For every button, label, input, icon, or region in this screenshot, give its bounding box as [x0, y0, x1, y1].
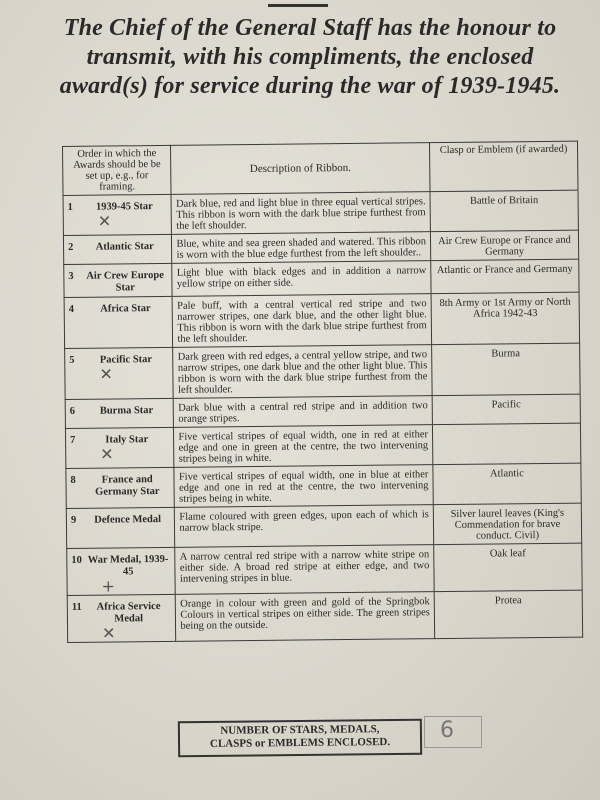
col-order-header: Order in which the Awards should be be set up, e.g., for framing. — [63, 145, 172, 195]
award-name: Africa Service Medal — [96, 600, 161, 625]
awards-table-body — [63, 190, 583, 642]
table-row — [67, 590, 582, 642]
clasp-or-emblem: 8th Army or 1st Army or North Africa 1942-43 — [431, 292, 580, 345]
ribbon-description: Flame coloured with green edges, upon each of which is narrow black stripe. — [175, 505, 434, 548]
ribbon-description: Dark green with red edges, a central yellow stripe, and two narrow stripes, one dark blue and the other light blue. This ribbon is worn with the dark blue stripe furthest from the left shoulder. — [173, 345, 432, 399]
ribbon-description: Pale buff, with a central vertical red stripe and two narrower stripes, one dark blue, and the other light blue. This ribbon is worn with the dark blue stripe furthest from the left shoulder. — [173, 294, 432, 348]
ribbon-description: A narrow central red stripe with a narrow white stripe on either side. A broad red stripe at either edge, and two intervening stripes in blue. — [175, 545, 434, 595]
ribbon-description: Blue, white and sea green shaded and watered. This ribbon is worn with the blue edge furthest from the left shoulder.. — [172, 232, 431, 264]
summary-box — [178, 719, 422, 758]
ribbon-description: Light blue with black edges and in addition a narrow yellow stripe on either side. — [172, 261, 431, 297]
handwritten-count: 6 — [440, 718, 454, 743]
award-number: 1 — [67, 201, 73, 213]
table-row — [67, 543, 582, 595]
awards-table — [62, 141, 583, 643]
award-name: France and Germany Star — [95, 474, 160, 498]
clasp-or-emblem: Protea — [434, 590, 583, 639]
award-order-cell — [66, 507, 175, 548]
award-order-cell — [67, 547, 176, 595]
award-name: War Medal, 1939-45 — [87, 553, 169, 578]
award-number: 5 — [69, 354, 75, 366]
clasp-or-emblem: Pacific — [432, 394, 580, 425]
table-row — [64, 292, 580, 348]
award-name: Atlantic Star — [95, 241, 154, 253]
clasp-or-emblem: Oak leaf — [434, 543, 583, 592]
award-name: Air Crew Europe Star — [86, 269, 164, 294]
summary-line-1: NUMBER OF STARS, MEDALS, — [220, 723, 380, 737]
award-number: 7 — [70, 434, 76, 446]
ribbon-description: Orange in colour with green and gold of the Springbok Colours in vertical stripes on either side. The green stripes being on the outside. — [176, 592, 435, 642]
summary-line-2: CLASPS or EMBLEMS ENCLOSED. — [209, 736, 391, 750]
col-clasp-header: Clasp or Emblem (if awarded) — [429, 141, 578, 192]
ribbon-description: Dark blue, red and light blue in three equal vertical stripes. This ribbon is worn with the dark blue stripe furthest from the left shoulder. — [171, 192, 430, 235]
pencil-tick-mark: ✕ — [99, 364, 113, 384]
award-order-cell — [67, 594, 176, 642]
award-order-cell — [64, 296, 173, 348]
table-row — [64, 259, 579, 297]
table-row — [65, 423, 580, 468]
clasp-or-emblem: Atlantic or France and Germany — [431, 259, 579, 294]
award-name: Pacific Star — [99, 354, 153, 366]
pencil-tick-mark: + — [101, 576, 116, 596]
clasp-or-emblem: Atlantic — [433, 463, 581, 505]
award-order-cell — [65, 427, 174, 468]
clasp-or-emblem: Air Crew Europe or France and Germany — [430, 230, 578, 261]
col-description-header: Description of Ribbon. — [171, 143, 430, 195]
award-number: 9 — [70, 514, 77, 526]
award-number: 4 — [68, 303, 75, 315]
clasp-or-emblem: Battle of Britain — [430, 190, 578, 232]
pencil-tick-mark: ✕ — [100, 444, 114, 464]
award-order-cell — [63, 234, 172, 264]
table-row — [65, 343, 581, 399]
ribbon-description: Dark blue with a central red stripe and in addition two orange stripes. — [174, 396, 433, 428]
table-row — [66, 503, 581, 548]
award-name: 1939-45 Star — [95, 201, 153, 213]
award-order-cell — [66, 467, 175, 508]
award-number: 3 — [68, 270, 74, 282]
table-row — [66, 463, 581, 508]
table-row — [63, 190, 578, 235]
ribbon-description: Five vertical stripes of equal width, one in blue at either edge and one in red at the centre, the two intervening stripes being in white. — [174, 465, 433, 508]
award-order-cell — [65, 347, 174, 399]
ribbon-description: Five vertical stripes of equal width, one in red at either edge and one in green at the centre, the two intervening stripes being in white. — [174, 425, 433, 468]
award-number: 8 — [70, 474, 76, 486]
table-header-row — [63, 141, 578, 195]
top-rule — [268, 4, 328, 7]
clasp-or-emblem — [432, 423, 580, 465]
award-name: Africa Star — [100, 303, 151, 315]
pencil-tick-mark: ✕ — [102, 623, 116, 643]
award-order-cell — [63, 194, 172, 235]
award-name: Italy Star — [105, 434, 149, 446]
award-order-cell — [65, 398, 174, 428]
award-number: 11 — [71, 601, 82, 613]
award-name: Burma Star — [99, 405, 154, 417]
clasp-or-emblem: Burma — [432, 343, 581, 396]
award-number: 6 — [69, 405, 76, 417]
award-number: 10 — [71, 554, 82, 566]
award-name: Defence Medal — [94, 513, 162, 526]
header-text: The Chief of the General Staff has the honour to transmit, with his compliments, the enclosed award(s) for service during the war of 1939-1945. — [59, 15, 561, 99]
clasp-or-emblem: Silver laurel leaves (King's Commendation for brave conduct. Civil) — [433, 503, 581, 545]
award-number: 2 — [68, 241, 74, 253]
award-order-cell — [64, 263, 173, 297]
pencil-tick-mark: ✕ — [97, 211, 112, 231]
